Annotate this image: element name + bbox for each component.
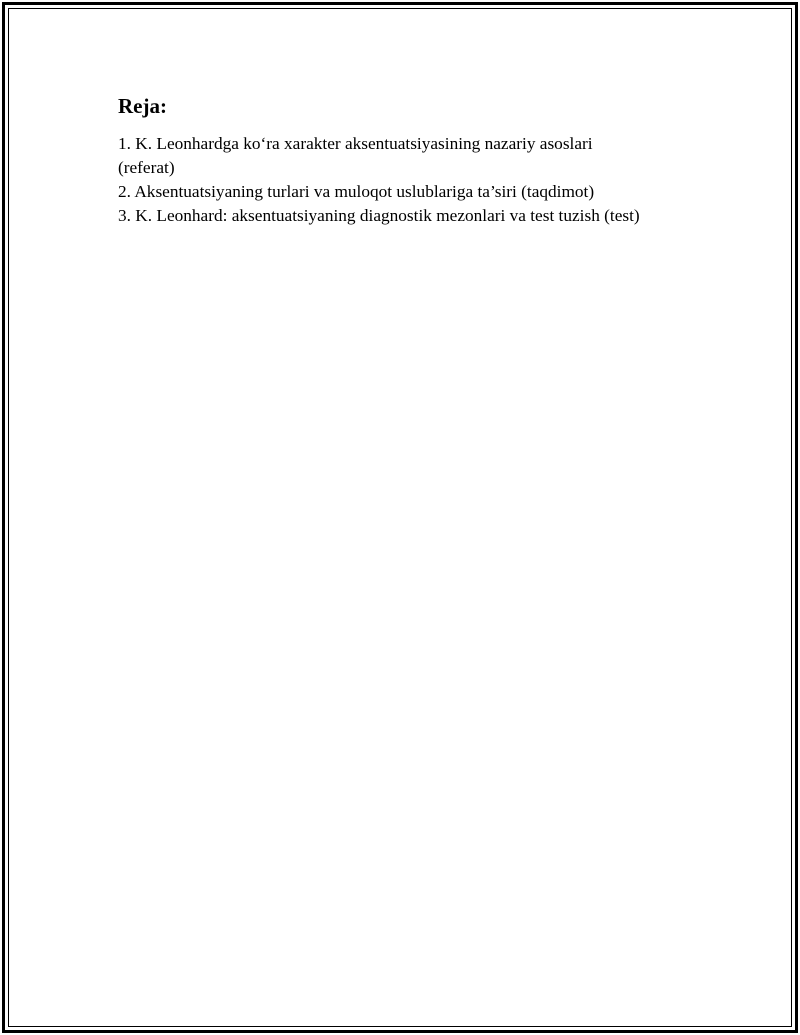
plan-heading: Reja: bbox=[118, 94, 167, 118]
plan-item-1 bbox=[118, 132, 678, 180]
plan-list bbox=[118, 132, 678, 228]
plan-item-3 bbox=[118, 204, 678, 228]
document-body bbox=[118, 93, 678, 228]
plan-item-2 bbox=[118, 180, 678, 204]
plan-item-3-text: 3. K. Leonhard: aksentuatsiyaning diagnostik mezonlari va test tuzish (test) bbox=[118, 206, 640, 225]
plan-item-1-line-1: 1. K. Leonhardga ko‘ra xarakter aksentuatsiyasining nazariy asoslari bbox=[118, 134, 593, 153]
plan-item-1-line-2: (referat) bbox=[118, 158, 175, 177]
plan-item-2-text: 2. Aksentuatsiyaning turlari va muloqot uslublariga ta’siri (taqdimot) bbox=[118, 182, 595, 201]
